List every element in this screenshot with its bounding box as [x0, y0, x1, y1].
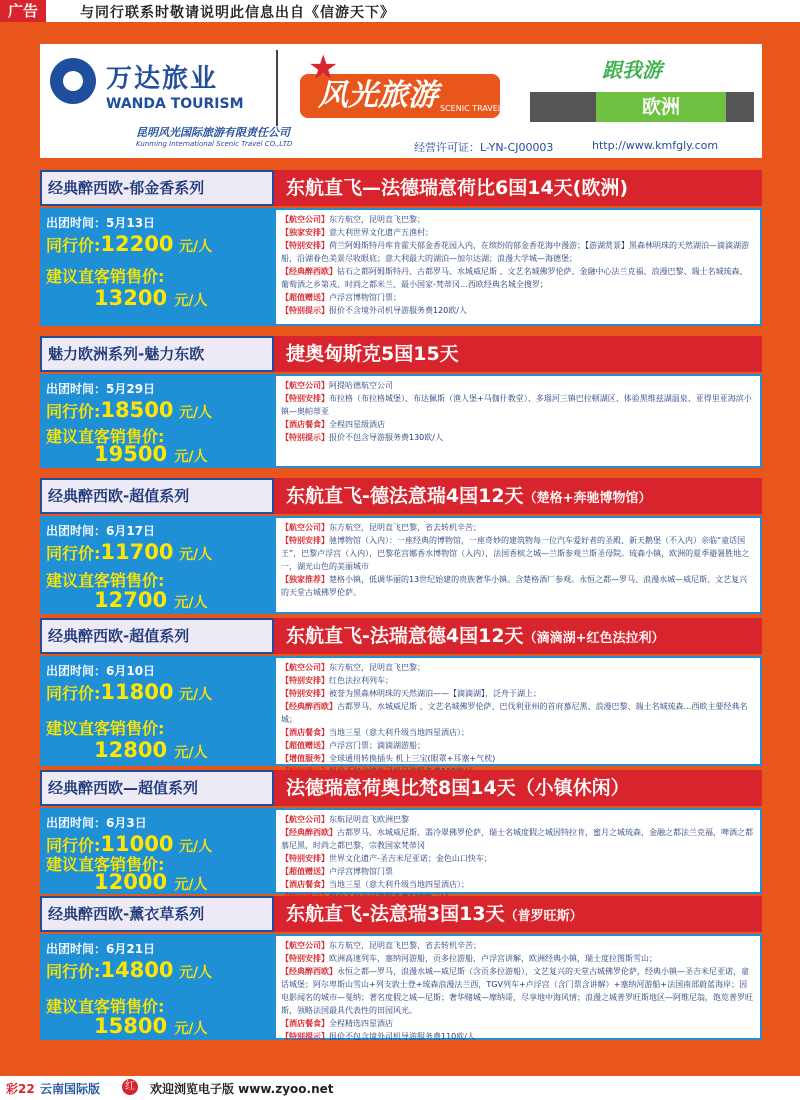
detail-label: 【特别提示】: [281, 433, 329, 442]
web-link[interactable]: 欢迎浏览电子版 www.zyoo.net: [150, 1082, 334, 1096]
detail-label: 【酒店餐食】: [281, 728, 329, 737]
details-panel: [276, 210, 760, 324]
detail-label: 【酒店餐食】: [281, 1019, 329, 1028]
detail-text: 当地三星（意大利升级当地四星酒店）；: [329, 728, 469, 737]
price-panel: [40, 516, 274, 614]
peer-price: 同行价:11700 元/人: [46, 540, 213, 564]
details-panel: [276, 658, 760, 764]
suggested-price: 12000 元/人: [94, 870, 208, 894]
detail-text: 驰博物馆（入内）：一座经典的博物馆，一座奇妙的建筑物每一位汽车爱好者的圣殿、新天鹅堡（不入内）亲临“童话国王”，巴黎卢浮宫（入内），巴黎花宫娜香水博物馆（入内），法国香槟之城—兰斯参观兰斯圣母院。琉森小镇，欧洲的夏季避暑胜地之一，湖光山色的美丽城市: [281, 536, 750, 571]
ad-label: 广告: [0, 0, 46, 22]
route-body: [40, 934, 762, 1040]
detail-text: 报价不含境外司机导游服务费120欧/人: [329, 306, 467, 315]
detail-text: 意大利世界文化遗产五渔村；: [329, 228, 433, 237]
detail-text: 东方航空，昆明直飞巴黎；: [329, 215, 425, 224]
detail-line: [281, 700, 755, 726]
detail-line: [281, 674, 755, 687]
route-title: 东航直飞—法德瑞意荷比6国14天(欧洲): [286, 177, 629, 199]
fengguang-english: SCENIC TRAVEL: [440, 104, 503, 113]
detail-line: [281, 939, 755, 952]
detail-line: [281, 521, 755, 534]
detail-text: 东方航空，昆明直飞巴黎，省去转机辛苦；: [329, 523, 481, 532]
price-panel: [40, 374, 274, 468]
detail-text: 卢浮宫博物馆门票: [329, 867, 393, 876]
company-name: 昆明风光国际旅游有限责任公司: [136, 126, 290, 139]
detail-label: 【独家安排】: [281, 228, 329, 237]
detail-text: 荷兰阿姆斯特丹库肯霍夫郁金香花园入内，在缤纷的郁金香花海中漫游；【游湖赏景】黑森林明珠的天然湖泊—滴滴湖游船，沿湖眷色美景尽收眼底；意大利最大的湖泊—加尔达湖；浪漫大学城—海德堡；: [281, 241, 749, 263]
license-number: 经营许可证：L-YN-CJ00003: [414, 141, 554, 154]
details-panel: [276, 518, 760, 612]
detail-text: 欧洲高速列车，塞纳河游船，贡多拉游船，卢浮宫讲解，欧洲经典小镇，瑞士度拉图斯雪山；: [329, 954, 657, 963]
detail-label: 【独家推荐】: [281, 575, 329, 584]
suggested-price-label: 建议直客销售价:: [46, 997, 165, 1016]
fengguang-logo: 风光旅游: [300, 74, 500, 118]
detail-text: 东航昆明直飞欧洲巴黎: [329, 815, 409, 824]
detail-label: 【特别安排】: [281, 689, 329, 698]
route-body: [40, 808, 762, 894]
detail-label: 【经典醉西欧】: [281, 702, 337, 711]
detail-line: [281, 865, 755, 878]
detail-text: 永恒之都—罗马，浪漫水城—威尼斯（含贡多拉游船），文艺复兴的天堂古城佛罗伦萨，经典小镇—圣吉米尼亚诺，童话城堡；阿尔卑斯山雪山+列支敦士登+琉森浪漫法兰西，TGV列车+卢浮宫（含门票含讲解）+塞纳河游船+法国南部蔚蓝海岸；因电影闻名的城市—戛纳；著名度假之城—尼斯；奢华赌城—摩纳哥，尽享地中海风情；浪漫之城普罗旺斯地区—阿维尼翁，饱览普罗旺斯，领略法国最具代表性的田园风光。: [281, 967, 753, 1015]
top-bar: [0, 0, 800, 22]
detail-line: [281, 739, 755, 752]
detail-line: [281, 213, 755, 226]
details-panel: [276, 376, 760, 466]
detail-text: 布拉格（布拉格城堡）、布达佩斯（渔人堡+马伽什教堂）、多瑙河三镇巴拉顿湖区、体验黑维兹湖温泉、亚得里亚海滨小镇—奥帕蒂亚: [281, 394, 752, 416]
region-label: 欧洲: [596, 92, 726, 122]
detail-line: [281, 826, 755, 852]
detail-line: [281, 878, 755, 891]
detail-line: [281, 534, 755, 573]
detail-text: 东方航空，昆明直飞巴黎，省去转机辛苦；: [329, 941, 481, 950]
detail-text: 报价不包含境外司机导游服务费110欧/人: [329, 1032, 475, 1041]
detail-text: 卢浮宫博物馆门票；: [329, 293, 401, 302]
detail-text: 阿提哈德航空公司: [329, 381, 393, 390]
detail-text: 报价不包含导游服务费130欧/人: [329, 433, 443, 442]
route-band: [40, 770, 762, 806]
detail-label: 【特别安排】: [281, 954, 329, 963]
detail-label: 【酒店餐食】: [281, 880, 329, 889]
route-title: 东航直飞-法瑞意德4国12天（滴滴湖+红色法拉利）: [286, 625, 665, 647]
detail-line: [281, 431, 755, 444]
detail-label: 【航空公司】: [281, 941, 329, 950]
route-band: [40, 336, 762, 372]
peer-price: 同行价:18500 元/人: [46, 398, 213, 422]
detail-line: [281, 813, 755, 826]
price-panel: [40, 656, 274, 766]
company-english-name: Kunming International Scenic Travel CO.,LTD: [136, 140, 293, 148]
peer-price: 同行价:12200 元/人: [46, 232, 213, 256]
detail-label: 【增值服务】: [281, 754, 329, 763]
departure-date: 出团时间：6月3日: [46, 816, 147, 830]
price-panel: [40, 934, 274, 1040]
detail-label: 【特别安排】: [281, 676, 329, 685]
detail-label: 【超值赠送】: [281, 741, 329, 750]
wanda-name: 万达旅业: [106, 64, 219, 94]
route-title: 法德瑞意荷奥比梵8国14天（小镇休闲）: [286, 777, 630, 799]
footer: [0, 1076, 800, 1100]
departure-date: 出团时间：6月21日: [46, 942, 156, 956]
suggested-price-label: 建议直客销售价:: [46, 571, 165, 590]
route-body: [40, 516, 762, 614]
header-banner: [40, 44, 762, 158]
suggested-price-label: 建议直客销售价:: [46, 719, 165, 738]
detail-label: 【特别安排】: [281, 394, 329, 403]
series-name: 经典醉西欧-郁金香系列: [40, 170, 274, 206]
detail-line: [281, 304, 755, 317]
detail-label: 【航空公司】: [281, 523, 329, 532]
detail-line: [281, 291, 755, 304]
route-body: [40, 374, 762, 468]
route-body: [40, 656, 762, 766]
detail-text: 古都罗马、水城威尼斯、翡冷翠佛罗伦萨，瑞士名城度假之城因特拉肯，蜜月之城琉森，金融之都法兰克福，啤酒之都慕尼黑，时尚之都巴黎，宗教国家梵蒂冈: [281, 828, 753, 850]
detail-label: 【航空公司】: [281, 381, 329, 390]
detail-label: 【超值赠送】: [281, 293, 329, 302]
price-panel: [40, 808, 274, 894]
suggested-price: 19500 元/人: [94, 442, 208, 466]
suggested-price: 13200 元/人: [94, 286, 208, 310]
detail-line: [281, 965, 755, 1017]
peer-price: 同行价:11000 元/人: [46, 832, 213, 856]
detail-label: 【经典醉西欧】: [281, 967, 337, 976]
detail-line: [281, 392, 755, 418]
divider: [276, 50, 278, 126]
route-band: [40, 896, 762, 932]
detail-line: [281, 661, 755, 674]
route-band: [40, 478, 762, 514]
details-panel: [276, 810, 760, 892]
detail-text: 楚格小镇，低调华丽的13世纪始建的贵族奢华小镇。含楚格酒厂参观。永恒之都—罗马、浪漫水城—威尼斯、文艺复兴的天堂古城佛罗伦萨。: [281, 575, 748, 597]
edition-name: 云南国际版: [40, 1082, 101, 1096]
detail-line: [281, 226, 755, 239]
detail-label: 【航空公司】: [281, 663, 329, 672]
detail-line: [281, 752, 755, 765]
detail-line: [281, 418, 755, 431]
route-title: 东航直飞-法意瑞3国13天（普罗旺斯）: [286, 903, 583, 925]
detail-line: [281, 265, 755, 291]
detail-label: 【航空公司】: [281, 815, 329, 824]
departure-date: 出团时间：6月10日: [46, 664, 156, 678]
detail-text: 当地三星（意大利升级当地四星酒店）；: [329, 880, 469, 889]
wanda-english-name: WANDA TOURISM: [106, 96, 244, 112]
series-name: 经典醉西欧-超值系列: [40, 618, 274, 654]
suggested-price-label: 建议直客销售价:: [46, 855, 165, 874]
detail-line: [281, 573, 755, 599]
detail-line: [281, 1017, 755, 1030]
detail-line: [281, 379, 755, 392]
detail-text: 钻石之都阿姆斯特丹、古都罗马、水城威尼斯 、文艺名城佛罗伦萨、金融中心法兰克福、浪漫巴黎、瑞士名城琉森、葡萄酒之乡第戎、时尚之都米兰、最小国家-梵蒂冈…西欧经典名城全搜罗；: [281, 267, 748, 289]
detail-line: [281, 852, 755, 865]
detail-text: 全程四星级酒店: [329, 420, 385, 429]
detail-text: 卢浮宫门票；滴滴湖游船；: [329, 741, 425, 750]
departure-date: 出团时间：5月13日: [46, 216, 156, 230]
series-name: 经典醉西欧-超值系列: [40, 478, 274, 514]
detail-label: 【特别提示】: [281, 1032, 329, 1041]
detail-label: 【特别安排】: [281, 241, 329, 250]
price-panel: [40, 208, 274, 326]
detail-text: 东方航空，昆明直飞巴黎；: [329, 663, 425, 672]
departure-date: 出团时间：5月29日: [46, 382, 156, 396]
detail-label: 【超值赠送】: [281, 867, 329, 876]
detail-line: [281, 239, 755, 265]
detail-text: 古都罗马、水城威尼斯 、文艺名城佛罗伦萨、巴伐利亚州的首府慕尼黑、浪漫巴黎、瑞士名城琉森…西欧主要经典名城；: [281, 702, 748, 724]
detail-label: 【特别提示】: [281, 306, 329, 315]
website-link[interactable]: http://www.kmfgly.com: [592, 139, 719, 152]
suggested-price-label: 建议直客销售价:: [46, 267, 165, 286]
detail-label: 【经典醉西欧】: [281, 828, 337, 837]
page-number: 彩22: [6, 1082, 35, 1096]
suggested-price-label: 建议直客销售价:: [46, 427, 165, 446]
detail-text: 被誉为黑森林明珠的天然湖泊——【滴滴湖】，泛舟于湖上；: [329, 689, 541, 698]
detail-text: 世界文化遗产-圣吉米尼亚诺；金色山口快车；: [329, 854, 492, 863]
peer-price: 同行价:14800 元/人: [46, 958, 213, 982]
source-notice: 与同行联系时敬请说明此信息出自《信游天下》: [80, 5, 395, 21]
detail-text: 全球通用转换插头 机上三宝(眼罩+耳塞+气枕): [329, 754, 496, 763]
detail-label: 【特别安排】: [281, 854, 329, 863]
peer-price: 同行价:11800 元/人: [46, 680, 213, 704]
detail-text: 红色法拉利列车；: [329, 676, 393, 685]
detail-line: [281, 952, 755, 965]
detail-line: [281, 726, 755, 739]
suggested-price: 15800 元/人: [94, 1014, 208, 1038]
detail-label: 【航空公司】: [281, 215, 329, 224]
route-band: [40, 618, 762, 654]
route-band: [40, 170, 762, 206]
series-name: 经典醉西欧-薰衣草系列: [40, 896, 274, 932]
route-body: [40, 208, 762, 326]
detail-label: 【酒店餐食】: [281, 420, 329, 429]
route-title: 东航直飞-德法意瑞4国12天（楚格+奔驰博物馆）: [286, 485, 652, 507]
star-icon: ★: [308, 48, 339, 88]
hong-badge: 红: [122, 1079, 138, 1095]
details-panel: [276, 936, 760, 1041]
series-name: 经典醉西欧—超值系列: [40, 770, 274, 806]
detail-line: [281, 687, 755, 700]
departure-date: 出团时间：6月17日: [46, 524, 156, 538]
detail-label: 【经典醉西欧】: [281, 267, 337, 276]
series-name: 魅力欧洲系列-魅力东欧: [40, 336, 274, 372]
wanda-logo-icon: [50, 58, 96, 104]
detail-line: [281, 1030, 755, 1043]
detail-text: 全程精选四星酒店: [329, 1019, 393, 1028]
suggested-price: 12800 元/人: [94, 738, 208, 762]
detail-label: 【特别安排】: [281, 536, 329, 545]
route-title: 捷奥匈斯克5国15天: [286, 343, 459, 365]
genwo-logo: 跟我游: [602, 58, 662, 82]
suggested-price: 12700 元/人: [94, 588, 208, 612]
